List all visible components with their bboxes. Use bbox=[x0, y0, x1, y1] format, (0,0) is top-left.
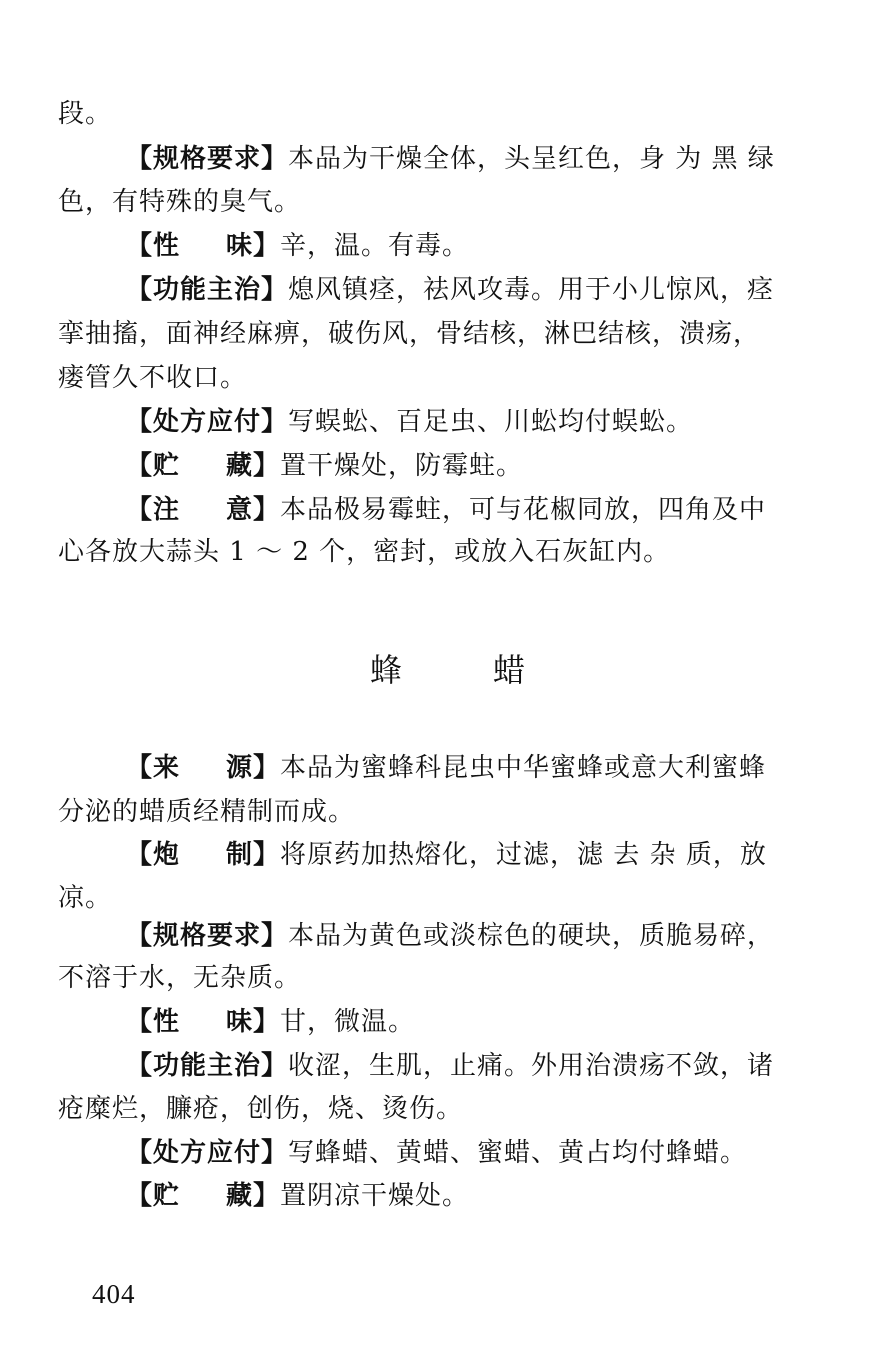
processing-continuation bbox=[58, 882, 818, 914]
spec-text-line2: 色，有特殊的臭气。 bbox=[58, 187, 302, 217]
bw-spec-label: 【规格要求】 bbox=[126, 921, 289, 951]
source-label-start: 【来 bbox=[126, 753, 181, 783]
prescription-section bbox=[126, 406, 818, 438]
nature-section bbox=[126, 230, 818, 262]
bw-spec-text-line2: 不溶于水，无杂质。 bbox=[58, 963, 302, 993]
caution-continuation bbox=[58, 536, 818, 568]
function-text-line3: 瘘管久不收口。 bbox=[58, 363, 248, 393]
bw-nature-label-end: 味】 bbox=[226, 1007, 281, 1037]
bw-prescription-section bbox=[126, 1137, 818, 1169]
bw-nature-section bbox=[126, 1006, 818, 1038]
bw-spec-continuation bbox=[58, 962, 818, 994]
bw-spec-section bbox=[126, 920, 818, 952]
nature-text: 辛，温。有毒。 bbox=[280, 231, 470, 261]
spec-label: 【规格要求】 bbox=[126, 144, 289, 174]
storage-text: 置干燥处，防霉蛀。 bbox=[280, 451, 524, 481]
prescription-label: 【处方应付】 bbox=[126, 407, 289, 437]
processing-label-end: 制】 bbox=[226, 840, 281, 870]
spec-text-line1: 本品为干燥全体，头呈红色，身 为 黑 绿 bbox=[288, 144, 775, 174]
source-label-end: 源】 bbox=[226, 753, 281, 783]
source-section bbox=[126, 752, 818, 784]
function-text-line2: 挛抽搐，面神经麻痹，破伤风，骨结核，淋巴结核，溃疡， bbox=[58, 319, 761, 349]
spec-continuation bbox=[58, 186, 818, 218]
entry-title bbox=[0, 650, 896, 690]
storage-label-end: 藏】 bbox=[226, 451, 281, 481]
processing-section bbox=[126, 839, 818, 871]
continued-text-line bbox=[58, 98, 818, 130]
caution-text-line1: 本品极易霉蛀，可与花椒同放，四角及中 bbox=[280, 495, 767, 525]
processing-text-line2: 凉。 bbox=[58, 883, 113, 913]
source-text-line2: 分泌的蜡质经精制而成。 bbox=[58, 797, 356, 827]
function-continuation-1 bbox=[58, 318, 818, 350]
bw-function-text-line2: 疮糜烂，臁疮，创伤，烧、烫伤。 bbox=[58, 1094, 464, 1124]
storage-section bbox=[126, 450, 818, 482]
bw-storage-text: 置阴凉干燥处。 bbox=[280, 1181, 470, 1211]
storage-label-start: 【贮 bbox=[126, 451, 181, 481]
source-continuation bbox=[58, 796, 818, 828]
continued-text: 段。 bbox=[58, 99, 113, 129]
nature-label-end: 味】 bbox=[226, 231, 281, 261]
bw-storage-label-start: 【贮 bbox=[126, 1181, 181, 1211]
bw-spec-text-line1: 本品为黄色或淡棕色的硬块，质脆易碎， bbox=[288, 921, 775, 951]
source-text-line1: 本品为蜜蜂科昆虫中华蜜蜂或意大利蜜蜂 bbox=[280, 753, 767, 783]
caution-text-line2: 心各放大蒜头 1 ～ 2 个，密封，或放入石灰缸内。 bbox=[58, 537, 671, 567]
bw-nature-label-start: 【性 bbox=[126, 1007, 181, 1037]
bw-function-section bbox=[126, 1050, 818, 1082]
bw-storage-label-end: 藏】 bbox=[226, 1181, 281, 1211]
bw-function-continuation bbox=[58, 1093, 818, 1125]
caution-label-end: 意】 bbox=[226, 495, 281, 525]
caution-label-start: 【注 bbox=[126, 495, 181, 525]
caution-section bbox=[126, 494, 818, 526]
bw-function-label: 【功能主治】 bbox=[126, 1051, 289, 1081]
bw-prescription-label: 【处方应付】 bbox=[126, 1138, 289, 1168]
entry-title-char-2: 蜡 bbox=[493, 651, 527, 689]
function-text-line1: 熄风镇痉，祛风攻毒。用于小儿惊风，痉 bbox=[288, 275, 775, 305]
bw-storage-section bbox=[126, 1180, 818, 1212]
function-section bbox=[126, 274, 818, 306]
spec-section bbox=[126, 143, 818, 175]
processing-label-start: 【炮 bbox=[126, 840, 181, 870]
bw-function-text-line1: 收涩，生肌，止痛。外用治溃疡不敛，诸 bbox=[288, 1051, 775, 1081]
prescription-text: 写蜈蚣、百足虫、川蚣均付蜈蚣。 bbox=[288, 407, 694, 437]
bw-nature-text: 甘，微温。 bbox=[280, 1007, 416, 1037]
function-label: 【功能主治】 bbox=[126, 275, 289, 305]
processing-text-line1: 将原药加热熔化，过滤，滤 去 杂 质，放 bbox=[280, 840, 767, 870]
function-continuation-2 bbox=[58, 362, 818, 394]
page-number: 404 bbox=[92, 1279, 136, 1309]
entry-title-char-1: 蜂 bbox=[369, 651, 403, 689]
bw-prescription-text: 写蜂蜡、黄蜡、蜜蜡、黄占均付蜂蜡。 bbox=[288, 1138, 748, 1168]
nature-label-start: 【性 bbox=[126, 231, 181, 261]
